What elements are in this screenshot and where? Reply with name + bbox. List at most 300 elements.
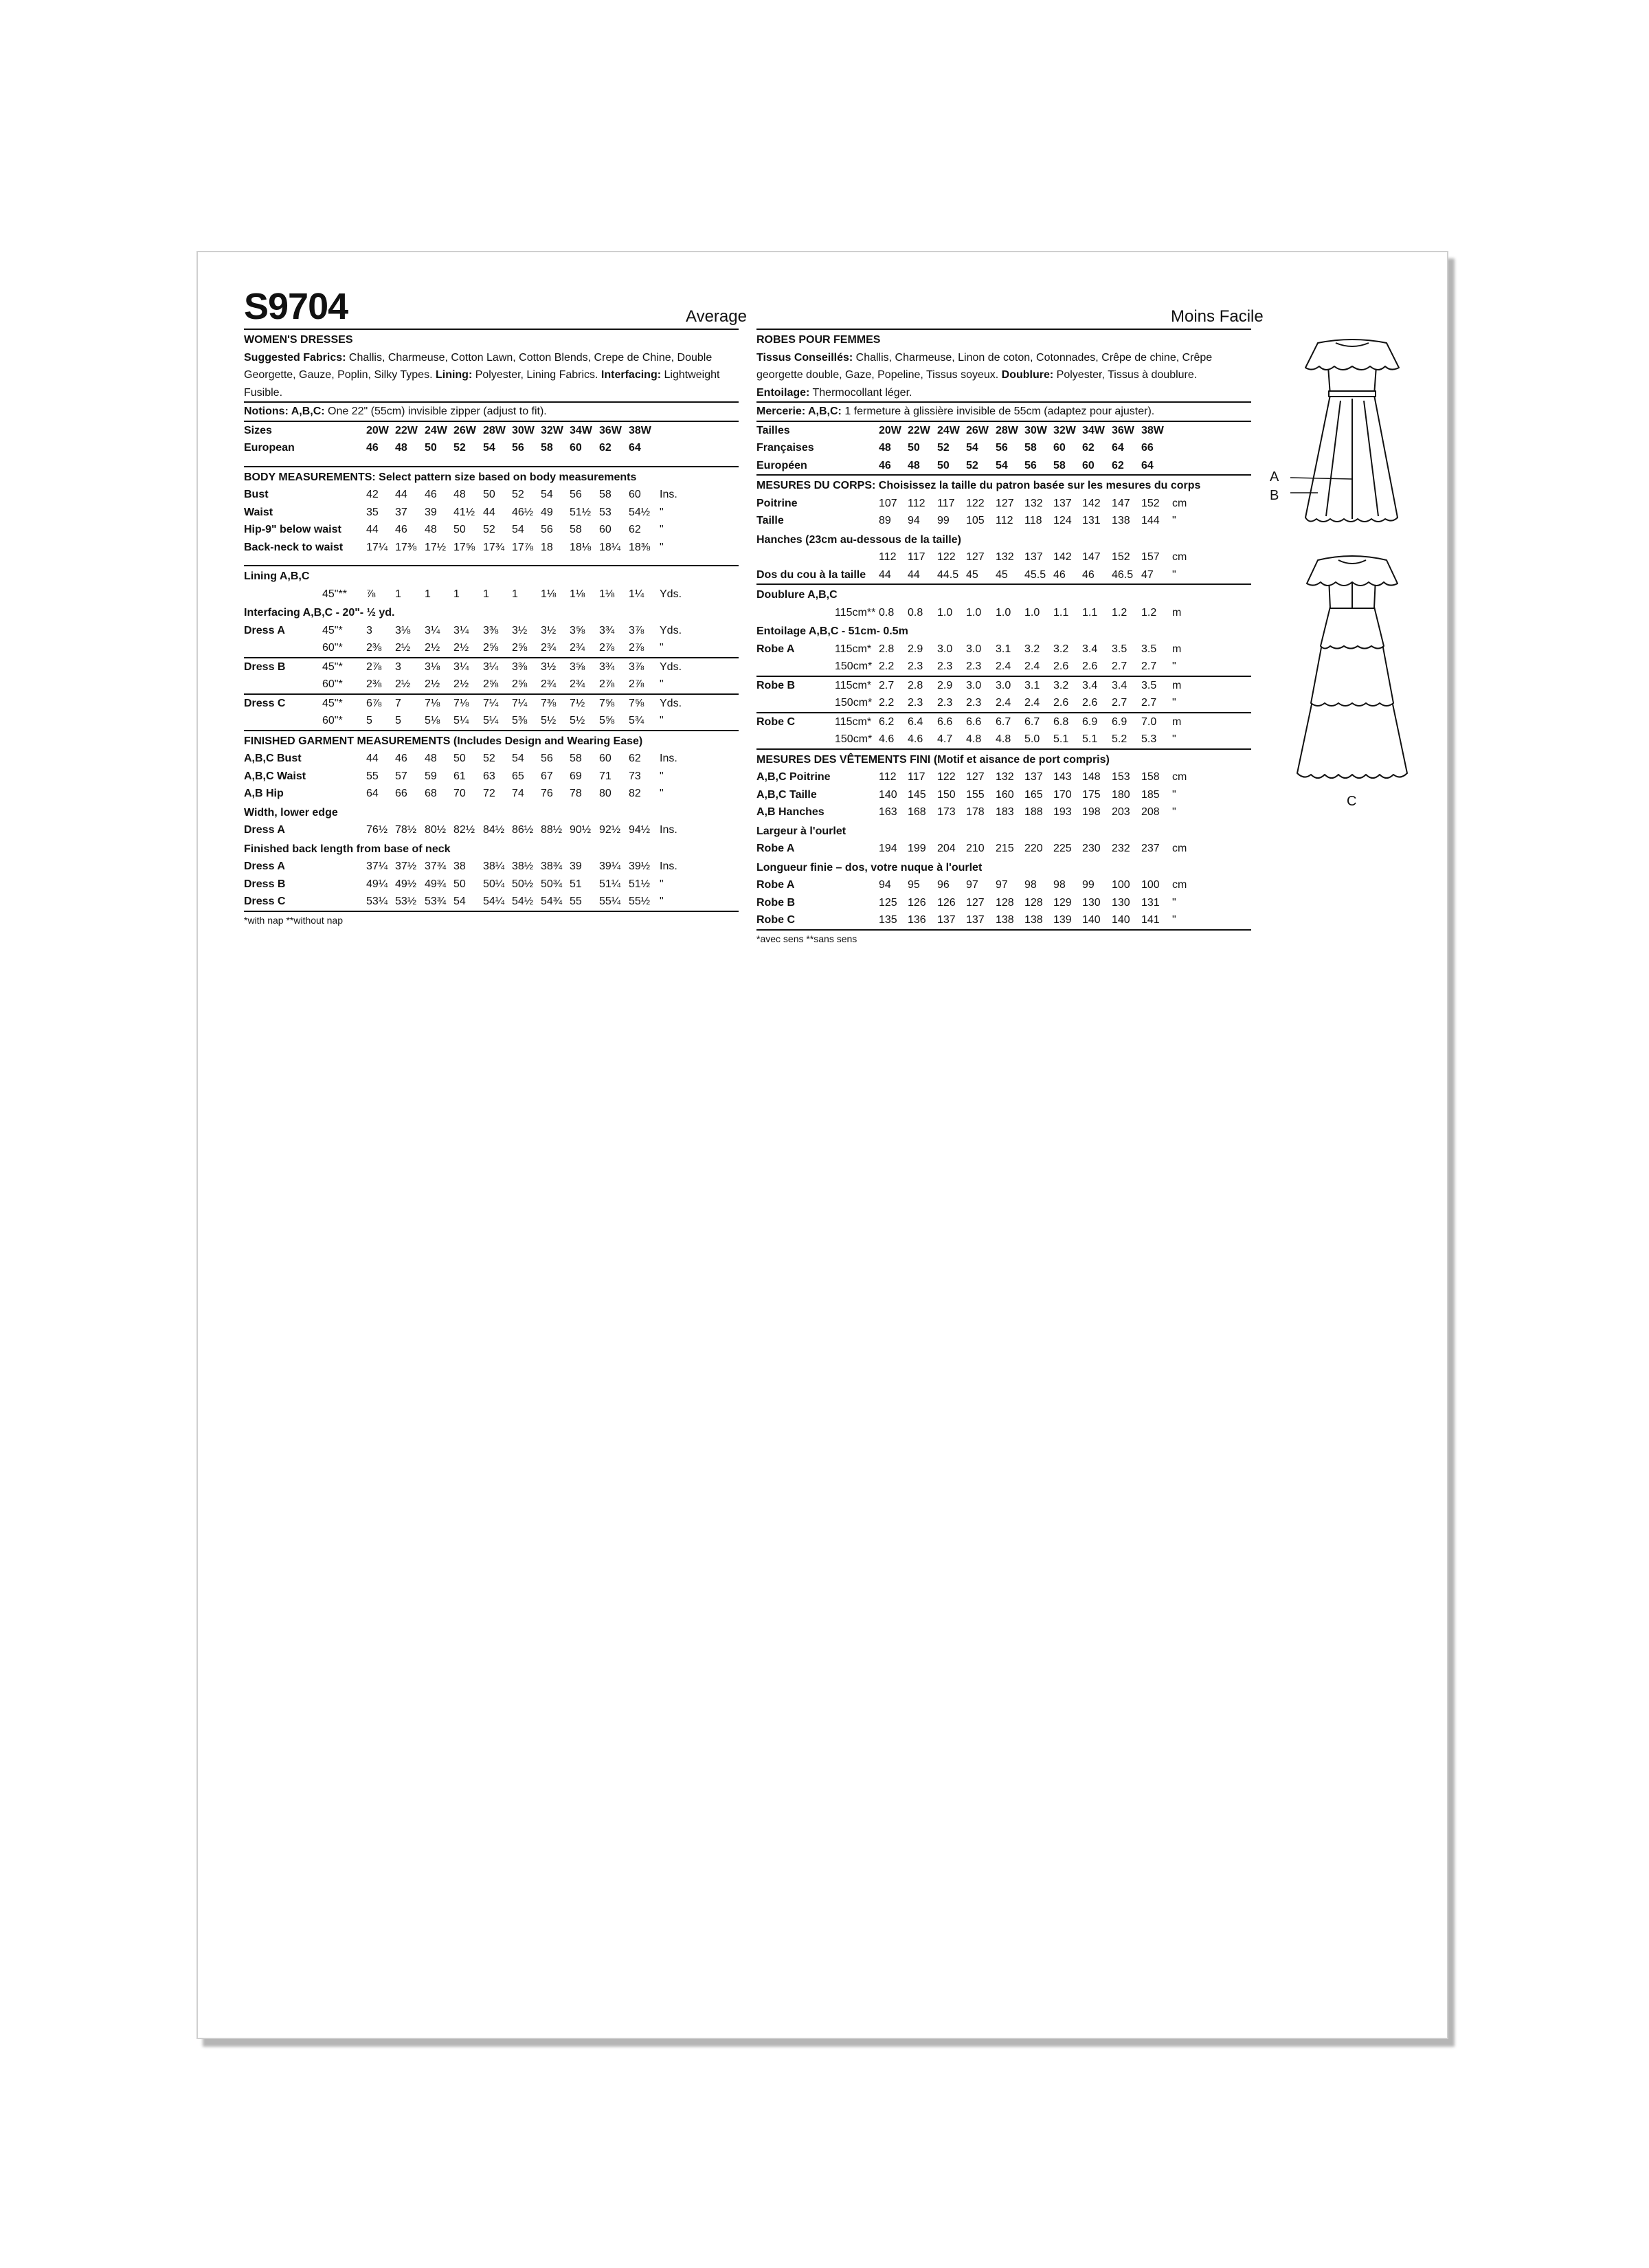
- table-cell: 1.0: [937, 606, 953, 619]
- table-cell: 2⅜: [366, 642, 382, 654]
- table-cell: 38½: [512, 860, 534, 872]
- table-cell: 50: [453, 878, 466, 890]
- table-cell: 3¾: [599, 660, 615, 673]
- table-cell: 2.3: [937, 697, 953, 709]
- table-cell: 24W: [425, 424, 447, 436]
- table-cell: 125: [879, 896, 897, 909]
- table-cell: 6.6: [966, 715, 982, 728]
- table-cell: ": [660, 678, 664, 690]
- dress-sketch-svg: [1270, 326, 1435, 808]
- table-cell: 128: [996, 896, 1014, 909]
- english-body-heading: BODY MEASUREMENTS: Select pattern size based on body measurements: [244, 471, 637, 483]
- lining-text: Polyester, Tissus à doublure.: [1053, 369, 1198, 381]
- french-title: ROBES POUR FEMMES: [756, 334, 881, 346]
- table-cell: 18⅛: [570, 541, 592, 553]
- table-row: [756, 641, 1251, 658]
- table-cell: 20W: [879, 424, 901, 436]
- table-cell: 6.7: [996, 715, 1011, 728]
- table-cell: 51¼: [599, 878, 621, 890]
- english-finished-heading: FINISHED GARMENT MEASUREMENTS (Includes Design and Wearing Ease): [244, 735, 643, 747]
- table-cell: 1⅛: [599, 588, 615, 600]
- interfacing-text: Thermocollant léger.: [809, 386, 912, 399]
- table-cell: 137: [966, 914, 985, 926]
- table-cell: 122: [937, 771, 956, 783]
- table-cell: 118: [1024, 515, 1042, 526]
- table-cell: 53¾: [425, 896, 447, 907]
- table-cell: 54: [966, 442, 978, 454]
- table-cell: 62: [599, 442, 612, 454]
- table-cell: 150cm*: [835, 660, 873, 672]
- table-cell: 137: [1024, 771, 1043, 783]
- table-cell: 2⅞: [629, 642, 644, 654]
- table-cell: 44: [366, 753, 379, 764]
- table-cell: 199: [908, 843, 926, 854]
- table-cell: 32W: [541, 424, 563, 436]
- english-lining-heading: Lining A,B,C: [244, 570, 310, 582]
- table-cell: 1.1: [1053, 606, 1069, 619]
- table-cell: 52: [483, 753, 495, 764]
- table-cell: 127: [966, 551, 985, 563]
- table-cell: 158: [1141, 771, 1160, 783]
- table-cell: 137: [1024, 551, 1043, 563]
- table-cell: 147: [1082, 551, 1101, 563]
- table-cell: 2⅜: [366, 678, 382, 690]
- table-cell: 2.7: [1112, 697, 1128, 709]
- table-cell: 3.1: [1024, 679, 1040, 691]
- row-label: Dress A: [244, 860, 285, 872]
- row-label: Robe A: [756, 843, 795, 854]
- row-label: Robe B: [756, 679, 795, 691]
- table-cell: ": [1172, 733, 1176, 745]
- table-cell: 46.5: [1112, 568, 1134, 581]
- table-cell: 1: [453, 588, 460, 600]
- pattern-sheet: [197, 251, 1448, 2039]
- table-cell: 46: [879, 459, 891, 471]
- table-cell: 2.3: [908, 697, 923, 709]
- table-cell: 99: [937, 515, 950, 526]
- table-cell: 7.0: [1141, 715, 1157, 728]
- table-cell: 208: [1141, 806, 1160, 818]
- row-label: Dress C: [244, 697, 286, 709]
- table-cell: 145: [908, 788, 926, 801]
- english-lining-table: [244, 586, 739, 603]
- table-cell: 48: [395, 442, 407, 454]
- view-label-a: A: [1270, 469, 1279, 485]
- table-cell: 3½: [512, 624, 528, 636]
- table-cell: 92½: [599, 824, 621, 836]
- table-cell: 47: [1141, 568, 1154, 581]
- table-cell: 45: [996, 568, 1008, 581]
- table-cell: 198: [1082, 806, 1101, 818]
- table-cell: 5.0: [1024, 733, 1040, 745]
- french-body-table: [756, 495, 1251, 530]
- table-cell: 3⅜: [512, 660, 528, 673]
- table-cell: 48: [908, 459, 920, 471]
- table-row: [244, 695, 739, 713]
- table-cell: 54¼: [483, 896, 505, 907]
- table-cell: 45"*: [322, 624, 343, 636]
- table-cell: 210: [966, 843, 985, 854]
- table-cell: 24W: [937, 424, 960, 436]
- table-cell: 5½: [541, 715, 557, 726]
- table-cell: 2⅞: [599, 678, 615, 690]
- table-cell: 142: [1082, 497, 1101, 509]
- table-cell: 18¼: [599, 541, 621, 553]
- table-cell: 2.4: [1024, 697, 1040, 709]
- table-cell: 82½: [453, 824, 475, 836]
- table-cell: 132: [1024, 497, 1043, 509]
- table-cell: 58: [570, 753, 582, 764]
- table-cell: 72: [483, 788, 495, 799]
- table-cell: 39: [425, 506, 437, 518]
- table-cell: 28W: [483, 424, 506, 436]
- table-cell: 60: [570, 442, 582, 454]
- table-cell: 107: [879, 497, 897, 509]
- table-row: [756, 457, 1251, 475]
- row-label: Bust: [244, 489, 269, 500]
- table-cell: cm: [1172, 771, 1187, 783]
- table-cell: 39: [570, 860, 582, 872]
- french-hip-heading: Hanches (23cm au-dessous de la taille): [756, 533, 961, 546]
- table-cell: 46: [1082, 568, 1095, 581]
- fabrics-label: Suggested Fabrics:: [244, 351, 346, 364]
- table-cell: 5: [366, 715, 372, 726]
- table-cell: 2.7: [1141, 697, 1157, 709]
- table-cell: 28W: [996, 424, 1018, 436]
- table-cell: 127: [996, 497, 1014, 509]
- table-cell: 131: [1141, 896, 1160, 909]
- table-cell: 55: [366, 770, 379, 782]
- table-cell: 82: [629, 788, 641, 799]
- table-cell: 39½: [629, 860, 651, 872]
- table-cell: ": [1172, 568, 1176, 581]
- table-cell: 126: [937, 896, 956, 909]
- table-cell: 3½: [541, 660, 557, 673]
- table-cell: 62: [629, 524, 641, 535]
- table-cell: 3: [395, 660, 401, 673]
- table-cell: 17⅜: [395, 541, 417, 553]
- french-hip-table: [756, 548, 1251, 583]
- table-cell: 26W: [453, 424, 476, 436]
- lining-label: Doublure:: [1001, 369, 1054, 381]
- row-label: Robe C: [756, 914, 795, 926]
- table-cell: 237: [1141, 843, 1160, 854]
- table-cell: Yds.: [660, 660, 682, 673]
- table-row: [244, 439, 739, 457]
- table-cell: 5¼: [483, 715, 499, 726]
- table-cell: 5⅝: [599, 715, 615, 726]
- table-cell: 2⅞: [629, 678, 644, 690]
- table-cell: 160: [996, 788, 1014, 801]
- table-cell: 60"*: [322, 678, 343, 690]
- table-cell: 225: [1053, 843, 1072, 854]
- english-footnote: *with nap **without nap: [244, 914, 343, 926]
- table-cell: 17½: [425, 541, 447, 553]
- table-cell: 53½: [395, 896, 417, 907]
- row-label: A,B,C Poitrine: [756, 771, 831, 783]
- table-cell: 194: [879, 843, 897, 854]
- table-cell: 147: [1112, 497, 1130, 509]
- table-cell: 45.5: [1024, 568, 1046, 581]
- table-cell: 6.4: [908, 715, 923, 728]
- table-cell: 115cm*: [835, 679, 872, 691]
- table-cell: ": [1172, 914, 1176, 926]
- table-cell: 2.7: [1141, 660, 1157, 672]
- table-cell: 89: [879, 515, 891, 526]
- table-cell: 96: [937, 879, 950, 891]
- dress-c-back-sketch: [1297, 556, 1407, 778]
- table-cell: 7½: [570, 697, 585, 709]
- table-cell: 5.3: [1141, 733, 1157, 745]
- table-cell: 5¾: [629, 715, 644, 726]
- table-cell: 183: [996, 806, 1014, 818]
- table-cell: 0.8: [908, 606, 923, 619]
- table-cell: 2.7: [879, 679, 895, 691]
- dress-illustrations: [1270, 326, 1435, 808]
- table-cell: 185: [1141, 788, 1160, 801]
- table-row: [244, 858, 739, 876]
- row-label: Dress A: [244, 824, 285, 836]
- table-cell: 50: [908, 442, 920, 454]
- english-fabrics: [244, 349, 739, 402]
- english-length-heading: Finished back length from base of neck: [244, 843, 451, 855]
- table-cell: 68: [425, 788, 437, 799]
- row-label: A,B,C Taille: [756, 788, 817, 801]
- table-cell: 7⅛: [425, 697, 440, 709]
- english-interfacing-line: Interfacing A,B,C - 20"- ½ yd.: [244, 607, 395, 619]
- table-cell: 53¼: [366, 896, 388, 907]
- table-cell: 20W: [366, 424, 389, 436]
- table-cell: 26W: [966, 424, 989, 436]
- table-cell: 52: [937, 442, 950, 454]
- table-cell: cm: [1172, 843, 1187, 854]
- table-cell: 84½: [483, 824, 505, 836]
- table-cell: 51½: [629, 878, 651, 890]
- table-cell: 112: [908, 497, 926, 509]
- french-column: [756, 329, 1251, 948]
- table-cell: 2½: [395, 642, 411, 654]
- table-cell: 141: [1141, 914, 1160, 926]
- table-cell: 129: [1053, 896, 1072, 909]
- table-cell: 2½: [425, 678, 440, 690]
- table-cell: 74: [512, 788, 524, 799]
- table-cell: 50: [483, 489, 495, 500]
- english-width-heading: Width, lower edge: [244, 806, 338, 819]
- table-cell: 78½: [395, 824, 417, 836]
- table-cell: 58: [1053, 459, 1066, 471]
- table-cell: 112: [879, 771, 897, 783]
- table-cell: 54: [512, 753, 524, 764]
- table-cell: 56: [1024, 459, 1037, 471]
- table-row: [244, 586, 739, 603]
- table-cell: 60: [599, 524, 612, 535]
- table-cell: 1¼: [629, 588, 644, 600]
- table-cell: 143: [1053, 771, 1072, 783]
- table-cell: 2⅞: [366, 660, 382, 673]
- table-cell: 55½: [629, 896, 651, 907]
- table-cell: 122: [966, 497, 985, 509]
- table-cell: 230: [1082, 843, 1101, 854]
- table-cell: 7: [395, 697, 401, 709]
- table-cell: 45: [966, 568, 978, 581]
- french-finished-heading: MESURES DES VÊTEMENTS FINI (Motif et aisance de port compris): [756, 753, 1110, 766]
- lining-label: Lining:: [435, 369, 473, 381]
- row-label: Dress B: [244, 660, 286, 673]
- dress-a-b-front-sketch: [1305, 340, 1399, 522]
- table-cell: 94½: [629, 824, 651, 836]
- table-cell: 60"*: [322, 642, 343, 654]
- table-cell: 39¼: [599, 860, 621, 872]
- table-cell: 67: [541, 770, 553, 782]
- table-row: [244, 521, 739, 539]
- table-cell: 3.5: [1141, 679, 1157, 691]
- table-cell: 38W: [629, 424, 651, 436]
- french-fabrics: [756, 349, 1251, 402]
- table-cell: 6.2: [879, 715, 895, 728]
- table-cell: 55¼: [599, 896, 621, 907]
- table-cell: 150: [937, 788, 956, 801]
- table-cell: 165: [1024, 788, 1043, 801]
- row-label: Hip-9" below waist: [244, 524, 341, 535]
- table-cell: 38: [453, 860, 466, 872]
- table-cell: 44.5: [937, 568, 959, 581]
- table-cell: 115cm*: [835, 643, 872, 655]
- table-cell: 2.4: [1024, 660, 1040, 672]
- table-row: [244, 658, 739, 676]
- table-cell: 34W: [1082, 424, 1105, 436]
- table-cell: 49¾: [425, 878, 447, 890]
- table-cell: 142: [1053, 551, 1072, 563]
- table-cell: 6.9: [1112, 715, 1128, 728]
- table-cell: 1⅛: [570, 588, 585, 600]
- table-cell: 1.1: [1082, 606, 1098, 619]
- table-row: [756, 786, 1251, 804]
- table-cell: 38W: [1141, 424, 1164, 436]
- table-cell: 155: [966, 788, 985, 801]
- table-cell: 138: [1112, 515, 1130, 526]
- table-cell: 180: [1112, 788, 1130, 801]
- table-cell: 45"*: [322, 660, 343, 673]
- table-cell: 6.7: [1024, 715, 1040, 728]
- table-cell: ": [1172, 515, 1176, 526]
- table-cell: 4.7: [937, 733, 953, 745]
- french-interfacing-line: Entoilage A,B,C - 51cm- 0.5m: [756, 625, 908, 637]
- table-cell: 64: [366, 788, 379, 799]
- table-row: [244, 539, 739, 557]
- table-cell: 2⅞: [599, 642, 615, 654]
- table-cell: 73: [629, 770, 641, 782]
- table-cell: 170: [1053, 788, 1072, 801]
- table-cell: 3.0: [937, 643, 953, 655]
- table-cell: 56: [996, 442, 1008, 454]
- table-cell: 30W: [512, 424, 535, 436]
- table-cell: 1: [483, 588, 489, 600]
- table-cell: ": [1172, 896, 1176, 909]
- table-row: [244, 821, 739, 839]
- table-cell: 193: [1053, 806, 1072, 818]
- table-cell: 7⅛: [453, 697, 469, 709]
- table-row: [244, 893, 739, 911]
- table-cell: 88½: [541, 824, 563, 836]
- fabrics-text: Challis, Charmeuse, Linon de coton, Cotonnades, Crêpe de chine, Crêpe georgette double, Gaze, Popeline, Tissus soyeux.: [756, 351, 1213, 381]
- table-cell: 37¾: [425, 860, 447, 872]
- table-cell: 152: [1112, 551, 1130, 563]
- french-width-table: [756, 840, 1251, 858]
- table-cell: 65: [512, 770, 524, 782]
- table-cell: 178: [966, 806, 985, 818]
- table-cell: 44: [395, 489, 407, 500]
- table-cell: 50: [937, 459, 950, 471]
- table-cell: 50¾: [541, 878, 563, 890]
- table-cell: 54: [996, 459, 1008, 471]
- french-notions: [756, 403, 1251, 421]
- table-cell: 60: [1082, 459, 1095, 471]
- table-cell: 62: [1082, 442, 1095, 454]
- view-label-c: C: [1347, 794, 1357, 809]
- table-cell: 52: [966, 459, 978, 471]
- table-cell: 17⅞: [512, 541, 534, 553]
- row-label: Européen: [756, 459, 807, 471]
- table-row: [244, 486, 739, 504]
- table-cell: 22W: [395, 424, 418, 436]
- table-cell: 1.0: [966, 606, 982, 619]
- table-row: [756, 731, 1251, 748]
- table-cell: 98: [1053, 879, 1066, 891]
- table-cell: 1: [395, 588, 401, 600]
- table-cell: 17¾: [483, 541, 505, 553]
- french-body-heading: MESURES DU CORPS: Choisissez la taille du patron basée sur les mesures du corps: [756, 480, 1201, 491]
- table-cell: 5.2: [1112, 733, 1128, 745]
- english-title: WOMEN'S DRESSES: [244, 334, 353, 346]
- table-cell: 86½: [512, 824, 534, 836]
- table-cell: 2¾: [570, 678, 585, 690]
- table-cell: 71: [599, 770, 612, 782]
- table-cell: 3.2: [1053, 643, 1069, 655]
- table-cell: 124: [1053, 515, 1072, 526]
- table-cell: cm: [1172, 879, 1187, 891]
- french-lining-heading: Doublure A,B,C: [756, 589, 838, 601]
- row-label: Waist: [244, 506, 273, 518]
- table-cell: 64: [1112, 442, 1124, 454]
- table-cell: 46: [1053, 568, 1066, 581]
- table-cell: Yds.: [660, 624, 682, 636]
- table-cell: 52: [483, 524, 495, 535]
- table-cell: 2½: [453, 642, 469, 654]
- table-cell: 138: [1024, 914, 1043, 926]
- table-cell: 54: [453, 896, 466, 907]
- table-cell: 2⅝: [483, 678, 499, 690]
- table-row: [756, 803, 1251, 821]
- table-cell: 18: [541, 541, 553, 553]
- table-cell: 2.4: [996, 660, 1011, 672]
- table-row: [244, 785, 739, 803]
- table-cell: 36W: [599, 424, 622, 436]
- french-width-heading: Largeur à l'ourlet: [756, 825, 846, 837]
- table-cell: 50: [453, 753, 466, 764]
- row-label: A,B Hanches: [756, 806, 824, 818]
- table-cell: 35: [366, 506, 379, 518]
- table-cell: 38¾: [541, 860, 563, 872]
- table-row: [756, 512, 1251, 530]
- table-cell: 17¼: [366, 541, 388, 553]
- table-cell: 2.6: [1082, 697, 1098, 709]
- table-cell: 112: [879, 551, 897, 563]
- difficulty-fr: Moins Facile: [1171, 307, 1264, 326]
- table-cell: 7¼: [512, 697, 528, 709]
- table-cell: 3¼: [453, 660, 469, 673]
- table-cell: 34W: [570, 424, 592, 436]
- table-cell: 50: [425, 442, 437, 454]
